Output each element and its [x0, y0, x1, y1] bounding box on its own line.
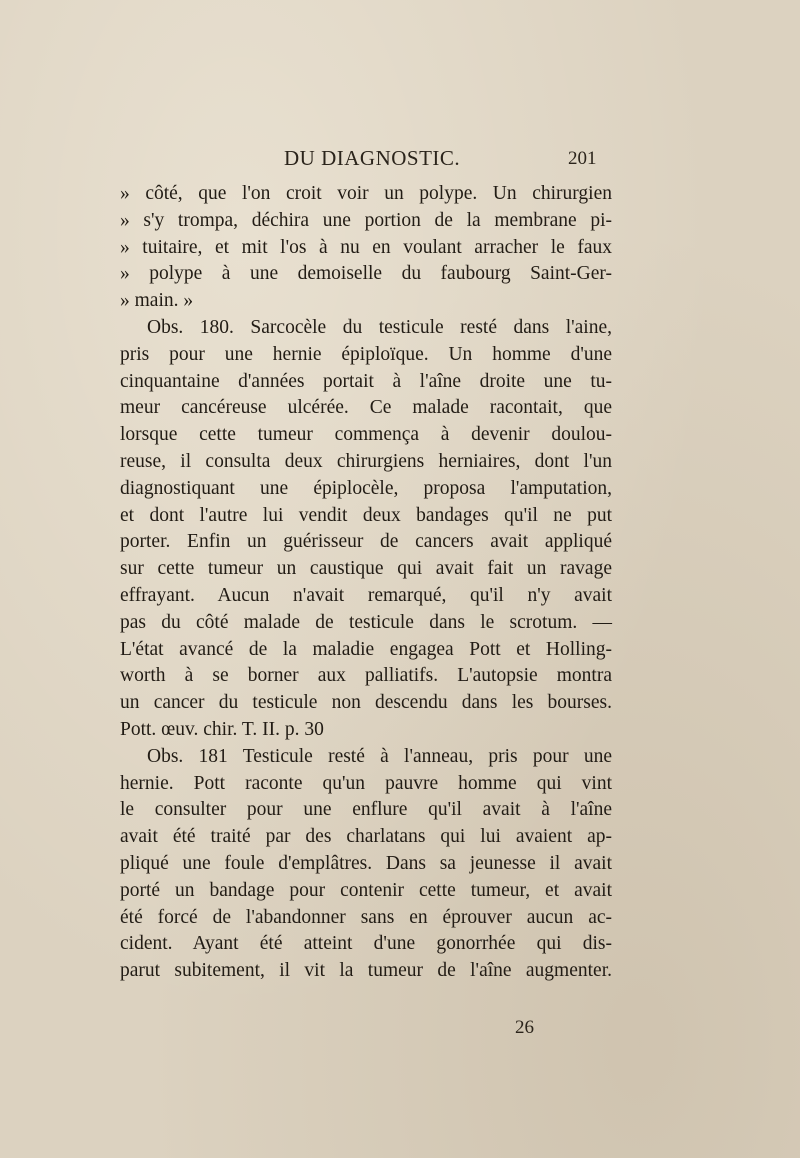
text-line: » main. »	[120, 290, 194, 312]
page-header	[0, 146, 800, 176]
page-number: 201	[568, 148, 597, 169]
text-line: diagnostiquant une épiplocèle, proposa l'amputation,	[120, 477, 612, 499]
text-line: pliqué une foule d'emplâtres. Dans sa jeunesse il avait	[120, 852, 612, 874]
text-line: le consulter pour une enflure qu'il avait à l'aîne	[120, 799, 612, 821]
text-line: pas du côté malade de testicule dans le scrotum. —	[120, 611, 612, 633]
citation-line: Pott. œuv. chir. T. II. p. 30	[120, 718, 324, 740]
text-line: parut subitement, il vit la tumeur de l'aîne augmenter.	[120, 960, 612, 982]
text-line: effrayant. Aucun n'avait remarqué, qu'il n'y avait	[120, 584, 612, 606]
text-line: L'état avancé de la maladie engagea Pott et Holling-	[120, 638, 612, 660]
text-line: » s'y trompa, déchira une portion de la membrane pi-	[120, 209, 612, 231]
text-line: reuse, il consulta deux chirurgiens herniaires, dont l'un	[120, 450, 612, 472]
text-line: été forcé de l'abandonner sans en éprouver aucun ac-	[120, 906, 612, 928]
body-text	[120, 181, 612, 985]
text-line: meur cancéreuse ulcérée. Ce malade racontait, que	[120, 397, 612, 419]
text-line: hernie. Pott raconte qu'un pauvre homme qui vint	[120, 772, 612, 794]
text-line: avait été traité par des charlatans qui lui avaient ap-	[120, 826, 612, 848]
text-line: porter. Enfin un guérisseur de cancers avait appliqué	[120, 531, 612, 553]
text-line: lorsque cette tumeur commença à devenir doulou-	[120, 424, 612, 446]
text-line: et dont l'autre lui vendit deux bandages qu'il ne put	[120, 504, 612, 526]
text-line: » côté, que l'on croit voir un polype. Un chirurgien	[120, 183, 612, 204]
observation-180-heading: Obs. 180. Sarcocèle du testicule resté dans l'aine,	[147, 316, 612, 338]
text-line: porté un bandage pour contenir cette tumeur, et avait	[120, 879, 612, 901]
text-line: cident. Ayant été atteint d'une gonorrhée qui dis-	[120, 933, 612, 955]
observation-181-heading: Obs. 181 Testicule resté à l'anneau, pris pour une	[147, 745, 612, 767]
signature-mark: 26	[515, 1017, 534, 1038]
text-line: un cancer du testicule non descendu dans les bourses.	[120, 692, 612, 714]
text-line: » polype à une demoiselle du faubourg Saint-Ger-	[120, 263, 612, 285]
text-line: cinquantaine d'années portait à l'aîne droite une tu-	[120, 370, 612, 392]
running-title: DU DIAGNOSTIC.	[284, 146, 461, 170]
text-line: worth à se borner aux palliatifs. L'autopsie montra	[120, 665, 612, 687]
text-line: sur cette tumeur un caustique qui avait fait un ravage	[120, 558, 612, 580]
text-line: » tuitaire, et mit l'os à nu en voulant arracher le faux	[120, 236, 612, 258]
text-line: pris pour une hernie épiploïque. Un homme d'une	[120, 343, 612, 365]
